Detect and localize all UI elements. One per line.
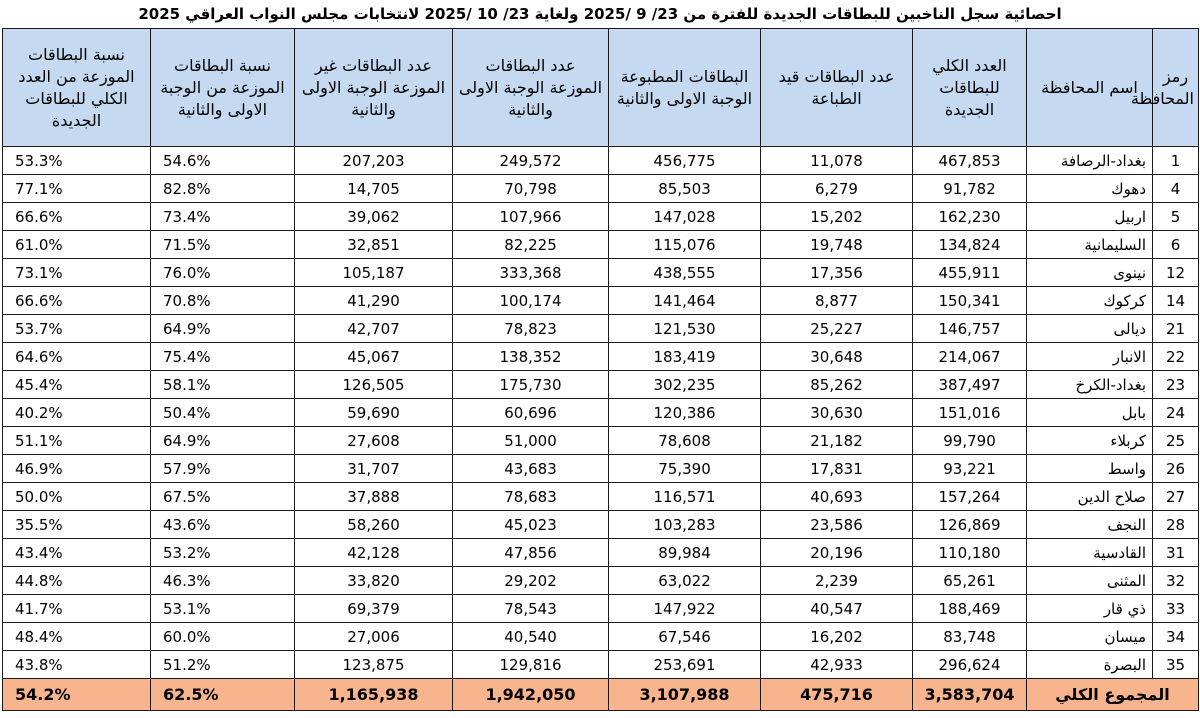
header-province-name: اسم المحافظة — [1027, 29, 1153, 147]
cell-pct-distributed-batch: 43.6% — [151, 511, 295, 539]
table-row — [3, 259, 1199, 287]
cell-undistributed-cards: 37,888 — [295, 483, 453, 511]
cell-pct-distributed-total: 44.8% — [3, 567, 151, 595]
totals-pct-batch: 62.5% — [151, 679, 295, 711]
cell-total-new-cards: 296,624 — [913, 651, 1027, 679]
cell-province-code: 33 — [1153, 595, 1199, 623]
cell-pct-distributed-total: 61.0% — [3, 231, 151, 259]
table-row — [3, 399, 1199, 427]
cell-total-new-cards: 151,016 — [913, 399, 1027, 427]
cell-cards-printing: 2,239 — [761, 567, 913, 595]
cell-pct-distributed-batch: 64.9% — [151, 315, 295, 343]
cell-province-code: 5 — [1153, 203, 1199, 231]
cell-distributed-cards: 107,966 — [453, 203, 609, 231]
cell-province-code: 32 — [1153, 567, 1199, 595]
cell-cards-printing: 20,196 — [761, 539, 913, 567]
table-row — [3, 595, 1199, 623]
cell-province-name: كربلاء — [1027, 427, 1153, 455]
cell-province-name: النجف — [1027, 511, 1153, 539]
totals-label: المجموع الكلي — [1027, 679, 1199, 711]
cell-cards-printing: 8,877 — [761, 287, 913, 315]
cell-pct-distributed-total: 48.4% — [3, 623, 151, 651]
cell-printed-cards: 116,571 — [609, 483, 761, 511]
cell-pct-distributed-total: 77.1% — [3, 175, 151, 203]
cell-total-new-cards: 126,869 — [913, 511, 1027, 539]
cell-printed-cards: 438,555 — [609, 259, 761, 287]
cell-undistributed-cards: 59,690 — [295, 399, 453, 427]
cell-distributed-cards: 47,856 — [453, 539, 609, 567]
cell-province-name: القادسية — [1027, 539, 1153, 567]
cell-province-code: 14 — [1153, 287, 1199, 315]
cell-total-new-cards: 150,341 — [913, 287, 1027, 315]
cell-province-code: 28 — [1153, 511, 1199, 539]
cell-pct-distributed-total: 53.3% — [3, 147, 151, 175]
cell-pct-distributed-total: 66.6% — [3, 287, 151, 315]
table-row — [3, 371, 1199, 399]
cell-undistributed-cards: 126,505 — [295, 371, 453, 399]
cell-distributed-cards: 100,174 — [453, 287, 609, 315]
header-pct-distributed-total: نسبة البطاقات الموزعة من العدد الكلي للبطاقات الجديدة — [3, 29, 151, 147]
cell-total-new-cards: 162,230 — [913, 203, 1027, 231]
cell-distributed-cards: 51,000 — [453, 427, 609, 455]
cell-province-name: المثنى — [1027, 567, 1153, 595]
cell-pct-distributed-batch: 67.5% — [151, 483, 295, 511]
cell-pct-distributed-batch: 76.0% — [151, 259, 295, 287]
cell-pct-distributed-batch: 58.1% — [151, 371, 295, 399]
table-row — [3, 343, 1199, 371]
header-province-code: رمز المحافظة — [1153, 29, 1199, 147]
cell-pct-distributed-batch: 46.3% — [151, 567, 295, 595]
cell-distributed-cards: 40,540 — [453, 623, 609, 651]
cell-printed-cards: 115,076 — [609, 231, 761, 259]
cell-province-code: 25 — [1153, 427, 1199, 455]
table-row — [3, 511, 1199, 539]
cell-pct-distributed-batch: 53.2% — [151, 539, 295, 567]
table-row — [3, 175, 1199, 203]
cell-total-new-cards: 214,067 — [913, 343, 1027, 371]
cell-pct-distributed-batch: 53.1% — [151, 595, 295, 623]
page-title: احصائية سجل الناخبين للبطاقات الجديدة للفترة من 23/ 9 /2025 ولغاية 23/ 10 /2025 لانتخابات مجلس النواب العراقي 2025 — [138, 5, 1062, 23]
cell-undistributed-cards: 42,128 — [295, 539, 453, 567]
cell-undistributed-cards: 42,707 — [295, 315, 453, 343]
cell-undistributed-cards: 105,187 — [295, 259, 453, 287]
cell-pct-distributed-total: 51.1% — [3, 427, 151, 455]
cell-province-code: 31 — [1153, 539, 1199, 567]
table-row — [3, 539, 1199, 567]
cell-distributed-cards: 43,683 — [453, 455, 609, 483]
table-row — [3, 483, 1199, 511]
totals-distributed: 1,942,050 — [453, 679, 609, 711]
cell-distributed-cards: 138,352 — [453, 343, 609, 371]
cell-province-name: السليمانية — [1027, 231, 1153, 259]
cell-cards-printing: 85,262 — [761, 371, 913, 399]
cell-undistributed-cards: 32,851 — [295, 231, 453, 259]
cell-total-new-cards: 65,261 — [913, 567, 1027, 595]
cell-distributed-cards: 70,798 — [453, 175, 609, 203]
cell-cards-printing: 15,202 — [761, 203, 913, 231]
cell-province-name: دهوك — [1027, 175, 1153, 203]
cell-pct-distributed-total: 66.6% — [3, 203, 151, 231]
cell-total-new-cards: 91,782 — [913, 175, 1027, 203]
cell-cards-printing: 25,227 — [761, 315, 913, 343]
totals-undistributed: 1,165,938 — [295, 679, 453, 711]
cell-distributed-cards: 333,368 — [453, 259, 609, 287]
cell-distributed-cards: 45,023 — [453, 511, 609, 539]
cell-cards-printing: 40,693 — [761, 483, 913, 511]
cell-pct-distributed-batch: 64.9% — [151, 427, 295, 455]
cell-printed-cards: 253,691 — [609, 651, 761, 679]
cell-cards-printing: 30,648 — [761, 343, 913, 371]
cell-pct-distributed-total: 35.5% — [3, 511, 151, 539]
cell-pct-distributed-total: 53.7% — [3, 315, 151, 343]
table-row — [3, 147, 1199, 175]
cell-printed-cards: 120,386 — [609, 399, 761, 427]
cell-printed-cards: 183,419 — [609, 343, 761, 371]
cell-total-new-cards: 455,911 — [913, 259, 1027, 287]
cell-total-new-cards: 188,469 — [913, 595, 1027, 623]
cell-cards-printing: 21,182 — [761, 427, 913, 455]
header-undistributed-cards: عدد البطاقات غير الموزعة الوجبة الاولى والثانية — [295, 29, 453, 147]
header-cards-printing: عدد البطاقات قيد الطباعة — [761, 29, 913, 147]
cell-printed-cards: 141,464 — [609, 287, 761, 315]
header-total-new-cards: العدد الكلي للبطاقات الجديدة — [913, 29, 1027, 147]
cell-total-new-cards: 99,790 — [913, 427, 1027, 455]
cell-distributed-cards: 78,823 — [453, 315, 609, 343]
cell-pct-distributed-total: 73.1% — [3, 259, 151, 287]
cell-pct-distributed-total: 45.4% — [3, 371, 151, 399]
cell-printed-cards: 85,503 — [609, 175, 761, 203]
cell-printed-cards: 121,530 — [609, 315, 761, 343]
cell-cards-printing: 42,933 — [761, 651, 913, 679]
cell-undistributed-cards: 31,707 — [295, 455, 453, 483]
cell-cards-printing: 23,586 — [761, 511, 913, 539]
cell-province-code: 4 — [1153, 175, 1199, 203]
cell-distributed-cards: 82,225 — [453, 231, 609, 259]
cell-printed-cards: 456,775 — [609, 147, 761, 175]
table-row — [3, 203, 1199, 231]
cell-total-new-cards: 93,221 — [913, 455, 1027, 483]
cell-province-code: 34 — [1153, 623, 1199, 651]
cell-province-code: 23 — [1153, 371, 1199, 399]
table-row — [3, 287, 1199, 315]
table-row — [3, 623, 1199, 651]
cell-province-name: ميسان — [1027, 623, 1153, 651]
cell-cards-printing: 17,356 — [761, 259, 913, 287]
cell-pct-distributed-batch: 82.8% — [151, 175, 295, 203]
cell-undistributed-cards: 27,006 — [295, 623, 453, 651]
cell-pct-distributed-batch: 51.2% — [151, 651, 295, 679]
cell-province-name: ذي قار — [1027, 595, 1153, 623]
cell-pct-distributed-total: 50.0% — [3, 483, 151, 511]
cell-undistributed-cards: 45,067 — [295, 343, 453, 371]
cell-undistributed-cards: 14,705 — [295, 175, 453, 203]
cell-province-code: 35 — [1153, 651, 1199, 679]
cell-pct-distributed-batch: 60.0% — [151, 623, 295, 651]
cell-printed-cards: 103,283 — [609, 511, 761, 539]
table-body — [3, 147, 1199, 679]
cell-printed-cards: 302,235 — [609, 371, 761, 399]
cell-printed-cards: 63,022 — [609, 567, 761, 595]
table-row — [3, 455, 1199, 483]
cell-province-name: ديالى — [1027, 315, 1153, 343]
cell-distributed-cards: 175,730 — [453, 371, 609, 399]
cell-pct-distributed-batch: 71.5% — [151, 231, 295, 259]
cell-pct-distributed-batch: 57.9% — [151, 455, 295, 483]
cell-distributed-cards: 78,683 — [453, 483, 609, 511]
cell-pct-distributed-batch: 70.8% — [151, 287, 295, 315]
cell-undistributed-cards: 69,379 — [295, 595, 453, 623]
cell-province-name: نينوى — [1027, 259, 1153, 287]
totals-total: 3,583,704 — [913, 679, 1027, 711]
header-pct-distributed-batch: نسبة البطاقات الموزعة من الوجبة الاولى والثانية — [151, 29, 295, 147]
cell-undistributed-cards: 58,260 — [295, 511, 453, 539]
cell-total-new-cards: 467,853 — [913, 147, 1027, 175]
cell-undistributed-cards: 33,820 — [295, 567, 453, 595]
cell-undistributed-cards: 27,608 — [295, 427, 453, 455]
cell-total-new-cards: 134,824 — [913, 231, 1027, 259]
cell-cards-printing: 40,547 — [761, 595, 913, 623]
cell-cards-printing: 17,831 — [761, 455, 913, 483]
totals-printing: 475,716 — [761, 679, 913, 711]
cell-province-name: بابل — [1027, 399, 1153, 427]
cell-province-name: كركوك — [1027, 287, 1153, 315]
cell-undistributed-cards: 39,062 — [295, 203, 453, 231]
cell-province-name: بغداد-الكرخ — [1027, 371, 1153, 399]
table-row — [3, 567, 1199, 595]
cell-pct-distributed-batch: 54.6% — [151, 147, 295, 175]
cell-province-code: 26 — [1153, 455, 1199, 483]
cell-province-name: صلاح الدين — [1027, 483, 1153, 511]
cell-pct-distributed-total: 46.9% — [3, 455, 151, 483]
cell-printed-cards: 75,390 — [609, 455, 761, 483]
cell-pct-distributed-total: 40.2% — [3, 399, 151, 427]
cell-cards-printing: 6,279 — [761, 175, 913, 203]
cell-cards-printing: 11,078 — [761, 147, 913, 175]
cell-province-code: 12 — [1153, 259, 1199, 287]
table-header-row — [3, 29, 1199, 147]
cell-printed-cards: 78,608 — [609, 427, 761, 455]
cell-distributed-cards: 78,543 — [453, 595, 609, 623]
cell-distributed-cards: 29,202 — [453, 567, 609, 595]
cell-cards-printing: 30,630 — [761, 399, 913, 427]
table-row — [3, 231, 1199, 259]
cell-printed-cards: 67,546 — [609, 623, 761, 651]
cell-pct-distributed-total: 41.7% — [3, 595, 151, 623]
cell-province-code: 27 — [1153, 483, 1199, 511]
cell-total-new-cards: 387,497 — [913, 371, 1027, 399]
cell-cards-printing: 16,202 — [761, 623, 913, 651]
cell-printed-cards: 89,984 — [609, 539, 761, 567]
cell-province-name: بغداد-الرصافة — [1027, 147, 1153, 175]
header-printed-cards: البطاقات المطبوعة الوجبة الاولى والثانية — [609, 29, 761, 147]
cell-undistributed-cards: 207,203 — [295, 147, 453, 175]
cell-province-code: 22 — [1153, 343, 1199, 371]
cell-pct-distributed-total: 43.4% — [3, 539, 151, 567]
cell-total-new-cards: 83,748 — [913, 623, 1027, 651]
table-row — [3, 651, 1199, 679]
cell-province-name: اربيل — [1027, 203, 1153, 231]
header-distributed-cards: عدد البطاقات الموزعة الوجبة الاولى والثانية — [453, 29, 609, 147]
cell-pct-distributed-batch: 73.4% — [151, 203, 295, 231]
cell-province-code: 6 — [1153, 231, 1199, 259]
cell-province-code: 1 — [1153, 147, 1199, 175]
cell-printed-cards: 147,922 — [609, 595, 761, 623]
cell-total-new-cards: 157,264 — [913, 483, 1027, 511]
totals-printed: 3,107,988 — [609, 679, 761, 711]
cell-province-name: البصرة — [1027, 651, 1153, 679]
totals-pct-total: 54.2% — [3, 679, 151, 711]
cell-cards-printing: 19,748 — [761, 231, 913, 259]
table-row — [3, 315, 1199, 343]
cell-pct-distributed-batch: 50.4% — [151, 399, 295, 427]
cell-pct-distributed-batch: 75.4% — [151, 343, 295, 371]
cell-province-code: 21 — [1153, 315, 1199, 343]
cell-total-new-cards: 110,180 — [913, 539, 1027, 567]
cell-distributed-cards: 249,572 — [453, 147, 609, 175]
cell-printed-cards: 147,028 — [609, 203, 761, 231]
cell-distributed-cards: 129,816 — [453, 651, 609, 679]
cell-province-name: الانبار — [1027, 343, 1153, 371]
cell-province-name: واسط — [1027, 455, 1153, 483]
cell-pct-distributed-total: 64.6% — [3, 343, 151, 371]
cell-province-code: 24 — [1153, 399, 1199, 427]
totals-row — [3, 679, 1199, 711]
table-row — [3, 427, 1199, 455]
cell-undistributed-cards: 123,875 — [295, 651, 453, 679]
voter-cards-table — [2, 28, 1199, 711]
cell-total-new-cards: 146,757 — [913, 315, 1027, 343]
cell-distributed-cards: 60,696 — [453, 399, 609, 427]
cell-pct-distributed-total: 43.8% — [3, 651, 151, 679]
cell-undistributed-cards: 41,290 — [295, 287, 453, 315]
